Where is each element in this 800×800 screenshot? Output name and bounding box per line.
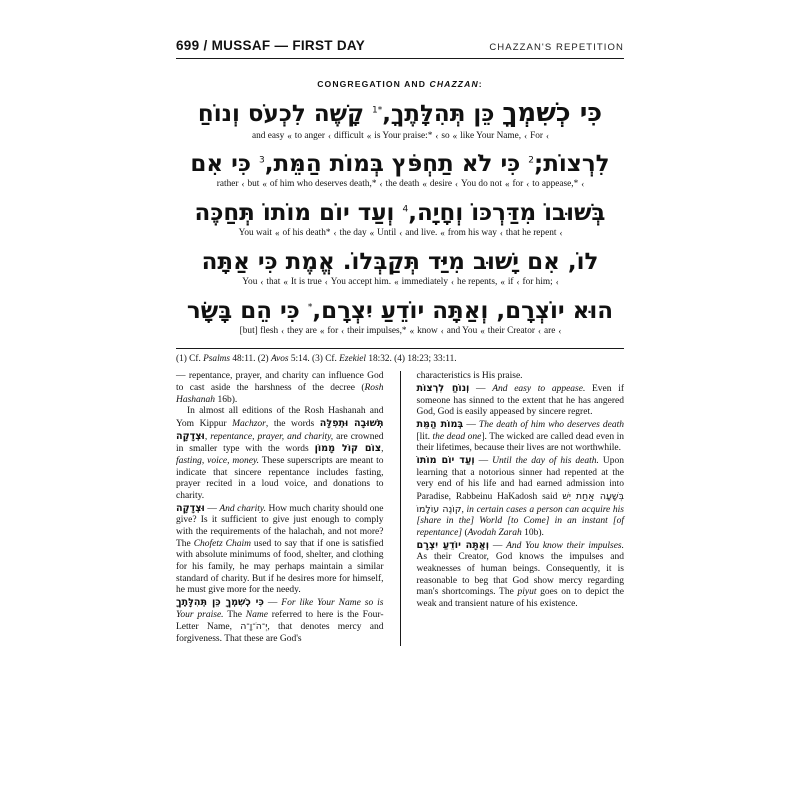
commentary-paragraph [417,371,625,383]
gloss-separator-icon: ‹ [399,228,403,239]
commentary-hebrew-text: בְּשָׁעָה אַחַת [575,491,624,503]
gloss-word: know [417,325,438,336]
gloss-separator-icon: ‹ [537,325,541,336]
verse-hebrew-phrase: כִּי הֵם בָּשָׂר [186,297,300,324]
verse-footnote-marker: 2 [528,155,534,166]
gloss-word: difficult [333,130,364,141]
page-header-left [176,38,365,53]
commentary-column-left [176,371,384,645]
verse-hebrew-line [176,98,624,130]
gloss-word: is Your praise:* [374,130,433,141]
gloss-separator-icon: ‹ [440,325,444,336]
verse-hebrew-phrase: כִּי אִם [190,151,251,178]
commentary-hebrew-lemma: כִּי כְשִׁמְךָ כֵּן תְּהִלָּתֶךָ [176,597,264,609]
gloss-separator-icon: « [275,228,280,239]
commentary-text: referred to here is the Four-Letter Name, [176,609,384,633]
commentary-text: [lit. [416,431,433,442]
gloss-word: You [242,276,258,287]
commentary-text: ( [462,528,468,539]
commentary-hebrew-text: יֵשׁ קוֹנֶה עוֹלָמוֹ [416,491,571,515]
commentary-hebrew-lemma: וּצְדָקָה [176,502,205,514]
verse-hebrew-phrase: תְּחַכֶּה [194,200,255,227]
commentary-text: These superscripts are meant to indicate that sincere repentance includes fasting, prayer recited in a loud voice, and donations to charity. [176,456,384,502]
gloss-separator-icon: ‹ [516,276,520,287]
gloss-separator-icon: « [369,228,375,239]
commentary-text: goes on to depict the weak and transient nature of his existence. [416,587,625,610]
verse-translation-row [176,277,624,288]
gloss-separator-icon: ‹ [333,228,337,239]
gloss-separator-icon: « [440,228,445,239]
commentary-hebrew-lemma: וְנוֹחַ לִרְצוֹת [416,383,470,395]
gloss-word: they are [287,325,317,336]
header-separator: / [203,38,208,53]
verse-footnote-marker: * [307,301,313,312]
commentary-italic: And easy to appease. [492,384,586,395]
verse-block [176,199,624,239]
commentary-text: — [469,384,493,395]
commentary-paragraph [417,383,625,419]
gloss-word: and live. [405,228,438,239]
verse-hebrew-phrase: כִּי לֹא תַחְפֹּץ בְּמוֹת הַמֵּת, [264,151,521,178]
gloss-word: You do not [461,179,502,190]
verse-hebrew-phrase: וְעַד יוֹם מוֹתוֹ [262,200,395,227]
page-number: 699 [176,38,200,53]
commentary-text: — repentance, prayer, and charity can influence God to cast aside the harshness of the decree ( [176,371,384,394]
commentary-italic: And charity. [219,503,266,514]
commentary-italic: Rosh Hashanah [176,383,384,405]
commentary-text: 10b). [521,528,544,539]
commentary-text: , that denotes mercy and forgiveness. That these are God's [176,622,384,645]
gloss-separator-icon: « [394,276,399,287]
gloss-word: that [266,276,281,287]
commentary-hebrew-lemma: וְאַתָּה יוֹדֵעַ יִצְרָם [416,539,490,551]
commentary-paragraph [417,540,625,611]
verse-hebrew-line [176,199,624,227]
commentary-text: Upon learning that a notorious sinner had repented at the very end of his life and had earned admission into Paradise, Rabbeinu HaKadosh said [416,456,624,503]
verse-block [176,297,624,337]
commentary-section [176,371,624,645]
commentary-text: Even if someone has sinned to the extent that he has angered God, God is easily appeased by sincere regret. [416,384,625,418]
commentary-hebrew-text: יְ־הֹ־וָ־ה [240,621,268,633]
gloss-word: of his death* [282,228,331,239]
gloss-word: from his way [447,228,497,239]
gloss-word: [but] flesh [239,325,279,336]
gloss-word: You accept him. [330,276,392,287]
commentary-text: , [204,431,211,442]
commentary-italic: Avodah Zarah [467,528,522,539]
prayer-verses [176,98,624,336]
gloss-word: Until [377,228,397,239]
verse-translation-row [176,326,624,337]
commentary-text: — [474,456,493,467]
verse-hebrew-phrase: כֵּן תְּהִלָּתֶךָ, [382,101,495,127]
gloss-separator-icon: « [504,179,510,190]
gloss-word: for [327,325,339,336]
gloss-separator-icon: ‹ [526,179,530,190]
gloss-separator-icon: ‹ [524,130,528,141]
commentary-text: ]. The wicked are called dead even in their lifetimes, because their lives are not worthwhile. [416,431,625,454]
commentary-text: In almost all editions of the Rosh Hashanah and Yom Kippur [176,406,384,430]
verse-hebrew-phrase: כִּי כְשִׁמְךָ [502,98,603,128]
footnote-source: Avos [270,354,289,365]
commentary-hebrew-lemma: בְּמוֹת הַמֵּת [416,419,464,431]
verse-hebrew-line [176,297,624,325]
page-title: MUSSAF — FIRST DAY [211,38,366,53]
commentary-text: — [489,540,507,551]
commentary-italic: And You know their impulses. [506,540,624,551]
gloss-separator-icon: « [500,276,505,287]
verse-footnote-marker: *1 [372,105,383,116]
verse-hebrew-phrase: לִרְצוֹת; [534,151,610,178]
commentary-column-right [417,371,625,645]
commentary-text: are crowned in smaller type with the words [176,431,384,455]
gloss-word: desire [429,179,453,190]
gloss-word: for [512,179,524,190]
rubric-text-italic: CHAZZAN [429,79,479,89]
gloss-word: For [530,130,544,141]
commentary-italic: The death of him who deserves death [478,420,624,431]
commentary-text: characteristics is His praise. [416,371,523,382]
verse-footnote-marker: 3 [259,155,265,166]
congregation-rubric [176,79,624,89]
gloss-separator-icon: « [319,325,325,336]
commentary-italic: piyut [517,587,537,598]
gloss-word: and easy [251,130,285,141]
commentary-hebrew-lemma: תְּשׁוּבָה [353,418,384,430]
verse-translation-row [176,228,624,239]
commentary-italic: Until the day of his death. [492,456,599,467]
commentary-text: 16b). [215,394,238,405]
gloss-word: of him who deserves death,* [269,179,377,190]
gloss-separator-icon: « [422,179,427,190]
gloss-separator-icon: ‹ [499,228,503,239]
gloss-separator-icon: « [262,179,267,190]
verse-block [176,150,624,190]
gloss-word: the day [339,228,367,239]
verse-block [176,248,624,288]
gloss-separator-icon: ‹ [546,130,550,141]
footnote-text: (1) Cf. Psalms 48:11. (2) Avos 5:14. (3) Cf. Ezekiel 18:32. (4) 18:23; 33:11. [176,354,457,365]
gloss-word: like Your Name, [460,130,522,141]
commentary-italic: Machzor [232,419,266,430]
verse-hebrew-phrase: הוּא יוֹצְרָם, וְאַתָּה יוֹדֵעַ יִצְרָם, [312,297,614,324]
gloss-word: so [441,130,450,141]
gloss-word: and You [446,325,478,336]
commentary-text: , the words [265,419,320,430]
commentary-italic: Chofetz Chaim [193,538,251,549]
gloss-separator-icon: « [366,130,372,141]
gloss-separator-icon: ‹ [555,276,559,287]
rubric-text-after: : [478,79,483,89]
gloss-separator-icon: ‹ [341,325,345,336]
verse-hebrew-phrase: לוֹ, אִם יָשׁוּב מִיַּד תְּקַבְּלוֹ. [342,248,599,275]
commentary-paragraph [417,455,625,540]
verse-translation-row [176,179,624,190]
gloss-separator-icon: ‹ [324,276,328,287]
gloss-word: that he repent [505,228,557,239]
gloss-separator-icon: ‹ [451,276,455,287]
commentary-text: — [463,420,479,431]
verse-translation-row [176,131,624,142]
commentary-text: How much charity should one give? Is it sufficient to give just enough to comply with the requirements of the halachah, and not more? The [176,503,384,549]
verse-hebrew-line [176,248,624,276]
gloss-separator-icon: « [409,325,415,336]
commentary-paragraph [176,503,384,597]
page-header [176,38,624,59]
commentary-paragraph [176,597,384,646]
commentary-divider [400,371,401,645]
gloss-separator-icon: ‹ [327,130,331,141]
gloss-word: their impulses,* [347,325,407,336]
gloss-word: he repents, [457,276,498,287]
gloss-word: but [247,179,260,190]
commentary-italic: Name [245,609,268,620]
gloss-separator-icon: ‹ [435,130,439,141]
gloss-word: the death [385,179,420,190]
gloss-word: are [543,325,556,336]
gloss-word: to anger [294,130,325,141]
gloss-separator-icon: ‹ [379,179,383,190]
gloss-separator-icon: « [452,130,458,141]
commentary-text: The [223,609,246,620]
gloss-word: to appease,* [532,179,579,190]
gloss-word: for him; [522,276,553,287]
verse-footnote-marker: 4 [402,204,409,215]
commentary-hebrew-lemma: צוֹם קוֹל מָמוֹן [314,443,382,455]
commentary-text: , [461,504,467,515]
footnote-source: Psalms [203,354,230,365]
gloss-word: their Creator [487,325,535,336]
commentary-hebrew-lemma: וְעַד יוֹם מוֹתוֹ [416,455,475,467]
footnote-references [176,348,624,364]
gloss-separator-icon: ‹ [281,325,285,336]
verse-hebrew-phrase: קָשֶׁה לִכְעֹס וְנוֹחַ [197,101,365,127]
gloss-separator-icon: « [283,276,288,287]
gloss-word: rather [216,179,239,190]
commentary-text: As their Creator, God knows the impulses and weaknesses of human beings. Consequently, it is reasonable to beg that God show mercy regarding man's shortcomings. The [416,552,624,598]
gloss-separator-icon: ‹ [581,179,585,190]
commentary-text: used to say that if one is satisfied with absolute minimums of food, shelter, and clothing for his family, he may perhaps maintain a similar standard of charity. But if he desires more for himself, he must give more for the needy. [176,538,384,596]
gloss-separator-icon: « [287,130,292,141]
footnote-source: Ezekiel [339,354,367,365]
verse-block [176,98,624,141]
commentary-italic: repentance, prayer, and charity, [210,431,334,442]
commentary-text: — [263,598,282,609]
commentary-paragraph [176,371,384,406]
commentary-hebrew-lemma: וּתְפִלָּה וּצְדָקָה [176,418,349,442]
gloss-separator-icon: ‹ [558,325,562,336]
commentary-italic: For like Your Name so is Your praise. [176,598,384,620]
gloss-word: if [507,276,514,287]
gloss-word: You wait [238,228,272,239]
verse-hebrew-line [176,150,624,178]
verse-hebrew-phrase: אֱמֶת כִּי אַתָּה [201,248,335,275]
commentary-paragraph [176,406,384,502]
rubric-text-before: CONGREGATION AND [317,79,430,89]
commentary-italic: in certain cases a person can acquire his [share in the] World [to Come] in an instant [of repentance] [416,504,624,539]
commentary-paragraph [417,419,625,455]
gloss-separator-icon: ‹ [241,179,245,190]
header-right-label: CHAZZAN'S REPETITION [489,42,624,53]
gloss-word: It is true [290,276,322,287]
verse-hebrew-phrase: בְּשׁוּבוֹ מִדַּרְכּוֹ וְחָיָה, [408,200,606,227]
commentary-italic: the dead one [432,431,482,442]
gloss-separator-icon: ‹ [559,228,563,239]
gloss-word: immediately [401,276,449,287]
commentary-text: — [204,503,220,514]
commentary-italic: fasting, voice, money. [176,456,260,467]
gloss-separator-icon: ‹ [260,276,264,287]
gloss-separator-icon: ‹ [455,179,459,190]
commentary-text: , [381,444,384,455]
gloss-separator-icon: « [480,325,485,336]
